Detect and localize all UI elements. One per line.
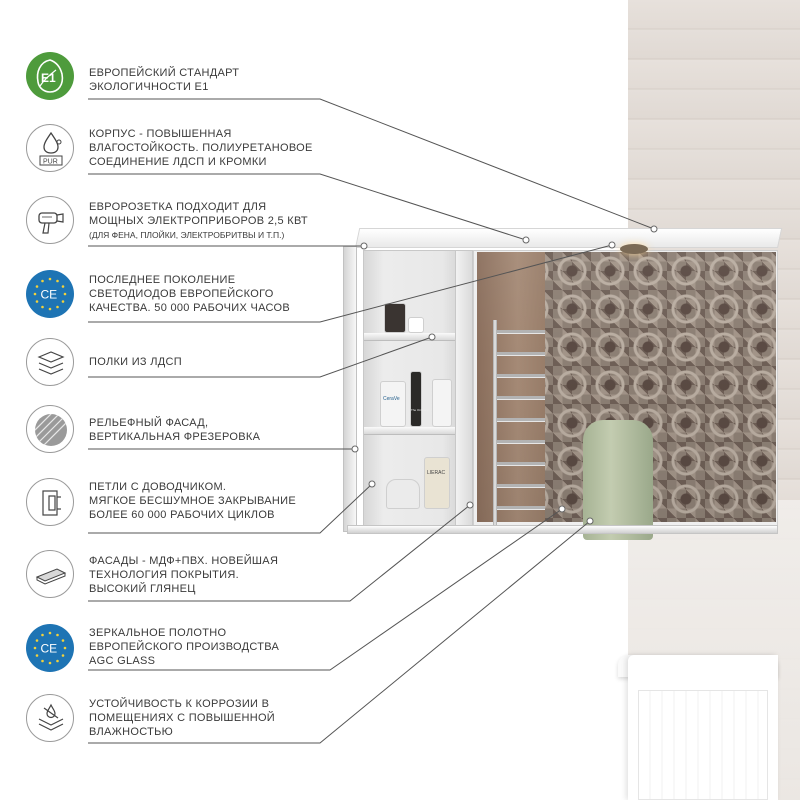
ce-mark-icon [26,624,74,672]
milled-facade-icon [26,405,74,453]
feature-mirror-text [89,626,354,668]
feature-hinges-text [89,480,354,522]
feature-hinges-line-3: БОЛЕЕ 60 000 РАБОЧИХ ЦИКЛОВ [89,509,275,521]
feature-mdf-line-3: ВЫСОКИЙ ГЛЯНЕЦ [89,583,196,595]
eco-e1-leaf-icon [26,52,74,100]
leader-dot-eco [651,226,657,232]
pur-moisture-icon [26,124,74,172]
feature-mdf-text [89,554,354,596]
lierac-label: LIERAC [427,470,446,476]
feature-led-text [89,273,354,315]
leader-dot-hinges [369,481,375,487]
leader-dot-led [609,242,615,248]
cerave-label: CeraVe [383,396,400,402]
feature-led-line-1: ПОСЛЕДНЕЕ ПОКОЛЕНИЕ [89,274,236,286]
feature-led-line-3: КАЧЕСТВА. 50 000 РАБОЧИХ ЧАСОВ [89,302,290,314]
ce-text-led: CE [40,287,58,302]
leader-dot-mdf [467,502,473,508]
feature-shelves-text [89,355,354,369]
feature-shelves-line-1: ПОЛКИ ИЗ ЛДСП [89,356,182,368]
feature-hinges-line-1: ПЕТЛИ С ДОВОДЧИКОМ. [89,481,227,493]
leader-dot-socket [361,243,367,249]
leader-dot-facade [352,446,358,452]
feature-mirror-line-2: ЕВРОПЕЙСКОГО ПРОИЗВОДСТВА [89,641,280,653]
feature-socket-text [89,200,354,242]
feature-corrosion-text [89,697,354,739]
corrosion-resistance-icon [26,694,74,742]
feature-facade-line-1: РЕЛЬЕФНЫЙ ФАСАД, [89,417,209,429]
hairdryer-icon [26,196,74,244]
feature-mdf-line-2: ТЕХНОЛОГИЯ ПОКРЫТИЯ. [89,569,239,581]
feature-facade-line-2: ВЕРТИКАЛЬНАЯ ФРЕЗЕРОВКА [89,431,261,443]
stacked-shelves-icon [26,338,74,386]
feature-corrosion-line-1: УСТОЙЧИВОСТЬ К КОРРОЗИИ В [89,698,270,710]
feature-facade-text [89,416,354,444]
feature-mirror-line-3: AGC GLASS [89,655,156,667]
pur-text: PUR [43,158,58,166]
feature-socket-line-2: МОЩНЫХ ЭЛЕКТРОПРИБОРОВ 2,5 КВТ [89,215,308,227]
ordinary-label: The Ordinary [411,408,429,412]
feature-corrosion-line-2: ПОМЕЩЕНИЯХ С ПОВЫШЕННОЙ [89,712,276,724]
feature-body-text [89,127,354,169]
feature-eco-line-2: ЭКОЛОГИЧНОСТИ E1 [89,81,209,93]
leader-dot-shelves [429,334,435,340]
leader-dot-corrosion [587,518,593,524]
feature-mdf-line-1: ФАСАДЫ - МДФ+ПВХ. НОВЕЙШАЯ [89,555,279,567]
ce-text-mirror: CE [40,641,58,656]
feature-body-line-1: КОРПУС - ПОВЫШЕННАЯ [89,128,232,140]
feature-hinges-line-2: МЯГКОЕ БЕСШУМНОЕ ЗАКРЫВАНИЕ [89,495,296,507]
e1-text: E1 [41,71,56,85]
feature-led-line-2: СВЕТОДИОДОВ ЕВРОПЕЙСКОГО [89,288,274,300]
leader-dot-mirror [559,506,565,512]
feature-mirror-line-1: ЗЕРКАЛЬНОЕ ПОЛОТНО [89,627,227,639]
ce-mark-icon [26,270,74,318]
hinge-icon [26,478,74,526]
feature-corrosion-line-3: ВЛАЖНОСТЬЮ [89,726,174,738]
feature-socket-line-1: ЕВРОРОЗЕТКА ПОДХОДИТ ДЛЯ [89,201,267,213]
feature-socket-note: (ДЛЯ ФЕНА, ПЛОЙКИ, ЭЛЕКТРОБРИТВЫ И Т.П.) [89,230,285,240]
feature-eco-line-1: ЕВРОПЕЙСКИЙ СТАНДАРТ [89,67,240,79]
feature-body-line-2: ВЛАГОСТОЙКОСТЬ. ПОЛИУРЕТАНОВОЕ [89,142,313,154]
leader-dot-body [523,237,529,243]
feature-body-line-3: СОЕДИНЕНИЕ ЛДСП И КРОМКИ [89,156,267,168]
mdf-panel-icon [26,550,74,598]
feature-eco-text [89,66,354,94]
